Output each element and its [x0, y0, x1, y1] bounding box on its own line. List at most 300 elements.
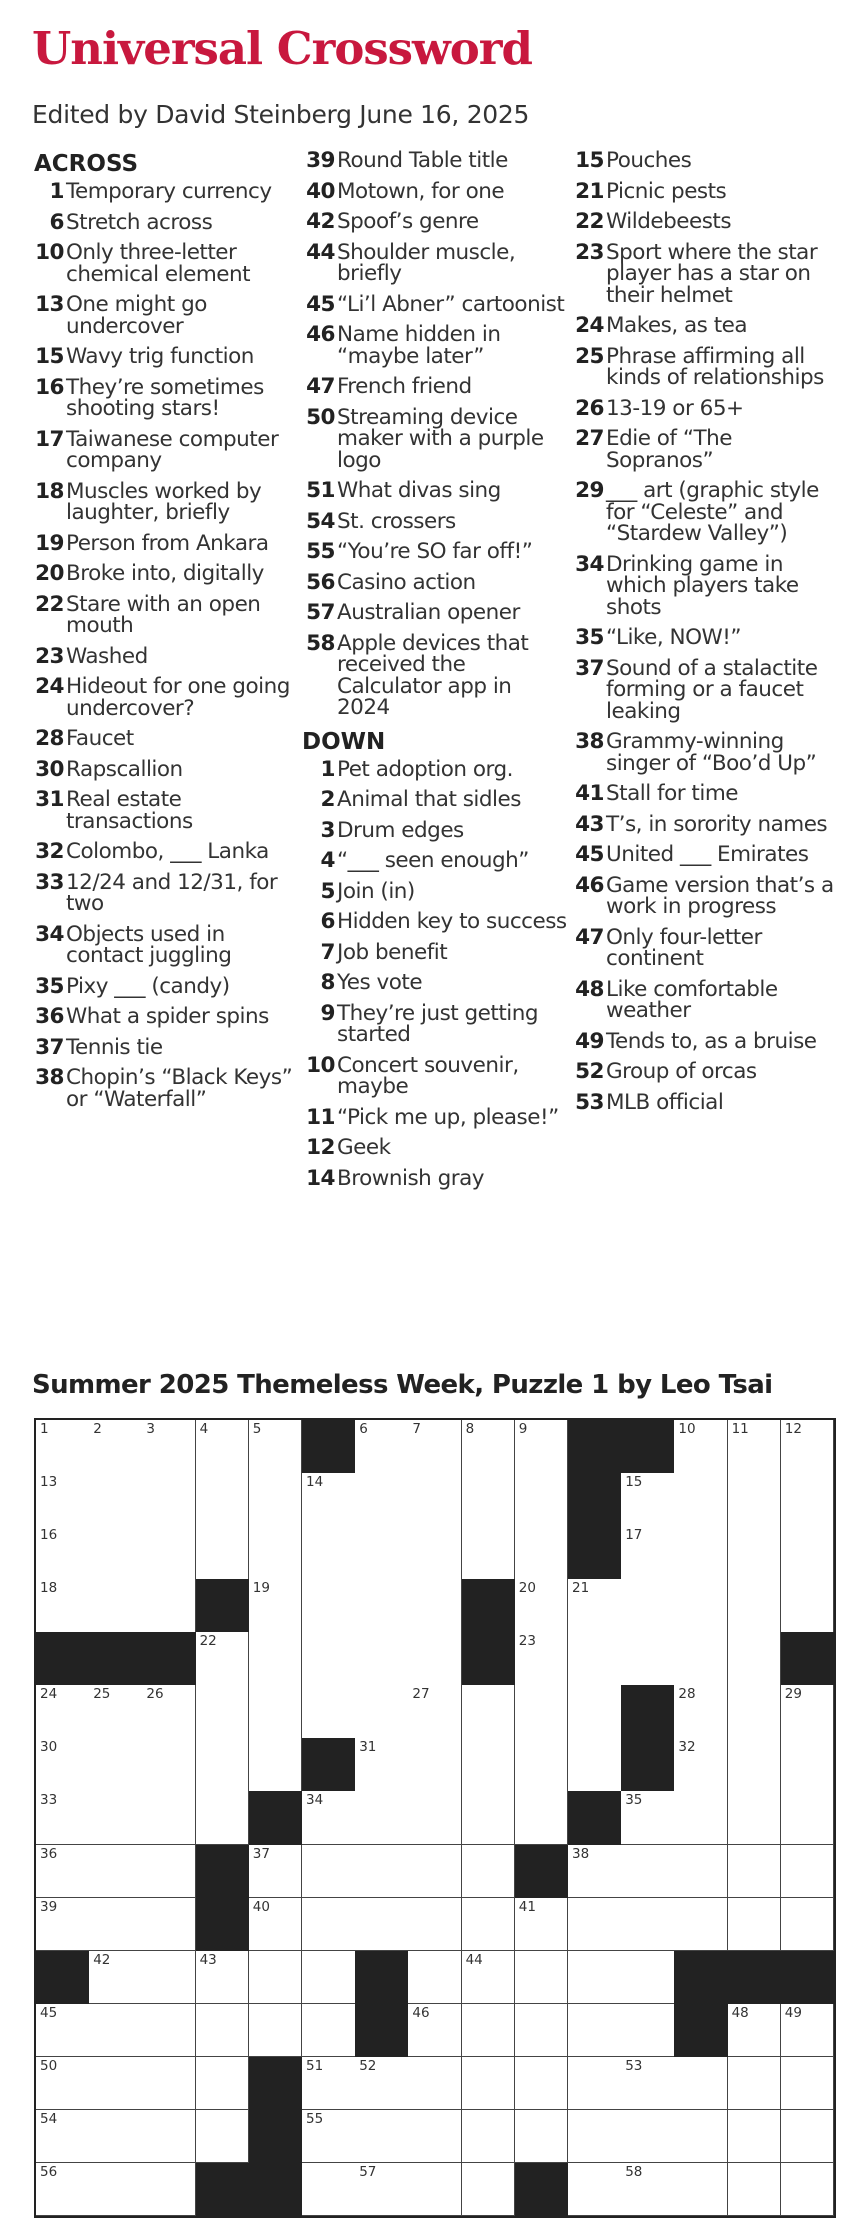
grid-cell[interactable]: [142, 1420, 196, 1474]
grid-cell[interactable]: [355, 1526, 409, 1580]
grid-cell[interactable]: [249, 1420, 303, 1474]
grid-cell[interactable]: [728, 1420, 782, 1474]
grid-cell[interactable]: [89, 2004, 143, 2058]
grid-cell[interactable]: [355, 1420, 409, 1474]
grid-cell[interactable]: [728, 1473, 782, 1527]
grid-cell[interactable]: [728, 2163, 782, 2217]
grid-cell[interactable]: [302, 1791, 356, 1845]
grid-cell[interactable]: [515, 1579, 569, 1633]
grid-cell[interactable]: [408, 1898, 462, 1952]
across-clue[interactable]: [302, 150, 567, 172]
grid-cell[interactable]: [196, 1791, 250, 1845]
grid-cell[interactable]: [142, 2057, 196, 2111]
down-clue[interactable]: [302, 878, 567, 904]
across-clue[interactable]: [34, 591, 299, 638]
down-clue[interactable]: [571, 811, 836, 837]
grid-cell[interactable]: [515, 1526, 569, 1580]
grid-cell[interactable]: [621, 2057, 675, 2111]
across-clue[interactable]: [34, 1006, 299, 1028]
grid-cell[interactable]: [36, 1473, 90, 1527]
clue-number: 40: [306, 178, 335, 204]
down-clue[interactable]: [302, 1165, 567, 1191]
grid-cell[interactable]: [249, 1473, 303, 1527]
grid-cell[interactable]: [249, 1898, 303, 1952]
grid-cell[interactable]: [621, 1791, 675, 1845]
grid-cell[interactable]: [674, 1473, 728, 1527]
across-clue[interactable]: [34, 563, 299, 585]
grid-cell[interactable]: [781, 1526, 835, 1580]
grid-cell[interactable]: [515, 2057, 569, 2111]
across-clue[interactable]: [302, 239, 567, 286]
clue-text: Animal that sidles: [337, 787, 521, 812]
grid-cell[interactable]: [462, 1898, 516, 1952]
clue-text: Join (in): [337, 878, 415, 904]
grid-cell[interactable]: [568, 2057, 622, 2111]
across-clue[interactable]: [302, 602, 567, 624]
grid-cell[interactable]: [408, 1420, 462, 1474]
grid-cell[interactable]: [728, 1738, 782, 1792]
cell-number: 9: [518, 1421, 528, 1437]
across-clue[interactable]: [34, 426, 299, 473]
grid-cell[interactable]: [568, 2004, 622, 2058]
across-clue[interactable]: [34, 1034, 299, 1060]
grid-cell[interactable]: [89, 1685, 143, 1739]
down-clue[interactable]: [571, 551, 836, 620]
grid-cell[interactable]: [408, 1473, 462, 1527]
grid-cell[interactable]: [462, 2057, 516, 2111]
grid-cell[interactable]: [674, 2163, 728, 2217]
down-clue[interactable]: [571, 1061, 836, 1083]
down-clue[interactable]: [571, 480, 836, 545]
clue-text: Chopin’s “Black Keys” or “Waterfall”: [66, 1065, 293, 1112]
grid-cell[interactable]: [36, 2163, 90, 2217]
down-clue[interactable]: [571, 655, 836, 724]
grid-cell[interactable]: [462, 1951, 516, 2005]
grid-cell[interactable]: [249, 1951, 303, 2005]
grid-cell[interactable]: [302, 2057, 356, 2111]
across-clue[interactable]: [302, 291, 567, 317]
grid-cell[interactable]: [142, 2110, 196, 2164]
grid-cell[interactable]: [89, 1579, 143, 1633]
across-clue[interactable]: [34, 209, 299, 235]
grid-cell[interactable]: [781, 2004, 835, 2058]
grid-cell[interactable]: [462, 2004, 516, 2058]
grid-cell[interactable]: [621, 2110, 675, 2164]
down-clue[interactable]: [571, 395, 836, 421]
grid-cell[interactable]: [302, 1845, 356, 1899]
grid-cell[interactable]: [568, 1632, 622, 1686]
grid-cell[interactable]: [196, 2004, 250, 2058]
down-clue[interactable]: [571, 315, 836, 337]
across-clue[interactable]: [302, 541, 567, 563]
grid-cell[interactable]: [249, 1685, 303, 1739]
grid-cell[interactable]: [728, 1632, 782, 1686]
grid-cell[interactable]: [196, 1526, 250, 1580]
across-clue[interactable]: [34, 756, 299, 782]
grid-cell[interactable]: [728, 1579, 782, 1633]
grid-cell[interactable]: [302, 1951, 356, 2005]
grid-cell[interactable]: [462, 1738, 516, 1792]
grid-cell[interactable]: [36, 1791, 90, 1845]
grid-cell[interactable]: [355, 1791, 409, 1845]
down-clue[interactable]: [302, 1137, 567, 1159]
grid-cell[interactable]: [355, 1685, 409, 1739]
grid-cell[interactable]: [36, 2004, 90, 2058]
grid-block: [462, 1579, 516, 1633]
grid-cell[interactable]: [781, 2110, 835, 2164]
across-clue[interactable]: [302, 178, 567, 204]
across-clue[interactable]: [302, 324, 567, 367]
clue-number: 41: [575, 781, 604, 806]
down-clue[interactable]: [571, 239, 836, 308]
clue-text: Stretch across: [66, 209, 213, 235]
grid-cell[interactable]: [568, 1898, 622, 1952]
grid-cell[interactable]: [196, 1685, 250, 1739]
grid-cell[interactable]: [249, 1738, 303, 1792]
across-clue[interactable]: [34, 242, 299, 285]
grid-cell[interactable]: [408, 1845, 462, 1899]
down-clue[interactable]: [571, 627, 836, 649]
grid-cell[interactable]: [355, 1632, 409, 1686]
grid-cell[interactable]: [142, 1738, 196, 1792]
grid-cell[interactable]: [249, 1845, 303, 1899]
across-clue[interactable]: [34, 676, 299, 719]
grid-cell[interactable]: [36, 1526, 90, 1580]
grid-cell[interactable]: [674, 1420, 728, 1474]
grid-cell[interactable]: [302, 1685, 356, 1739]
grid-cell[interactable]: [621, 1845, 675, 1899]
grid-cell[interactable]: [36, 1685, 90, 1739]
grid-cell[interactable]: [355, 2110, 409, 2164]
grid-cell[interactable]: [89, 2163, 143, 2217]
clue-text: Real estate transactions: [66, 787, 193, 834]
grid-cell[interactable]: [515, 2004, 569, 2058]
across-clue[interactable]: [34, 346, 299, 368]
grid-cell[interactable]: [408, 1632, 462, 1686]
grid-cell[interactable]: [621, 2163, 675, 2217]
grid-cell[interactable]: [408, 1951, 462, 2005]
down-clue[interactable]: [302, 850, 567, 872]
clue-number: 31: [35, 787, 64, 812]
grid-cell[interactable]: [515, 1791, 569, 1845]
grid-cell[interactable]: [674, 1526, 728, 1580]
grid-cell[interactable]: [728, 2057, 782, 2111]
grid-cell[interactable]: [142, 1473, 196, 1527]
grid-cell[interactable]: [781, 1579, 835, 1633]
grid-cell[interactable]: [674, 1685, 728, 1739]
clue-number: 32: [35, 839, 64, 864]
down-clue[interactable]: [571, 428, 836, 471]
grid-cell[interactable]: [196, 1473, 250, 1527]
grid-cell[interactable]: [568, 2163, 622, 2217]
grid-cell[interactable]: [89, 1845, 143, 1899]
across-clue[interactable]: [34, 869, 299, 916]
grid-cell[interactable]: [196, 2110, 250, 2164]
across-clue[interactable]: [302, 508, 567, 534]
grid-cell[interactable]: [196, 1738, 250, 1792]
grid-cell[interactable]: [249, 2004, 303, 2058]
clue-text: “___ seen enough”: [337, 848, 529, 873]
down-clue[interactable]: [571, 844, 836, 866]
grid-cell[interactable]: [674, 1898, 728, 1952]
grid-cell[interactable]: [142, 2163, 196, 2217]
grid-cell[interactable]: [462, 2163, 516, 2217]
grid-cell[interactable]: [781, 1738, 835, 1792]
grid-cell[interactable]: [89, 1473, 143, 1527]
grid-cell[interactable]: [728, 1845, 782, 1899]
grid-cell[interactable]: [781, 1685, 835, 1739]
grid-cell[interactable]: [89, 1738, 143, 1792]
grid-cell[interactable]: [142, 2004, 196, 2058]
grid-cell[interactable]: [142, 1579, 196, 1633]
down-clue[interactable]: [302, 1000, 567, 1047]
grid-cell[interactable]: [728, 2004, 782, 2058]
cell-number: 10: [678, 1421, 696, 1437]
grid-cell[interactable]: [408, 1791, 462, 1845]
grid-cell[interactable]: [621, 1579, 675, 1633]
grid-cell[interactable]: [621, 1473, 675, 1527]
grid-cell[interactable]: [355, 1738, 409, 1792]
grid-cell[interactable]: [408, 2004, 462, 2058]
down-clue[interactable]: [571, 1028, 836, 1054]
across-clue[interactable]: [34, 1067, 299, 1110]
grid-cell[interactable]: [142, 1845, 196, 1899]
clue-text: ___ art (graphic style for “Celeste” and “Stardew Valley”): [606, 478, 819, 546]
grid-cell[interactable]: [36, 2057, 90, 2111]
grid-cell[interactable]: [408, 1579, 462, 1633]
grid-cell[interactable]: [568, 2110, 622, 2164]
grid-cell[interactable]: [515, 1632, 569, 1686]
grid-cell[interactable]: [89, 1526, 143, 1580]
clue-text: “Like, NOW!”: [606, 625, 742, 650]
clue-number: 29: [575, 478, 604, 503]
grid-cell[interactable]: [728, 2110, 782, 2164]
grid-cell[interactable]: [674, 1791, 728, 1845]
grid-cell[interactable]: [462, 1420, 516, 1474]
grid-cell[interactable]: [355, 2057, 409, 2111]
across-clue[interactable]: [302, 376, 567, 398]
across-clue[interactable]: [302, 404, 567, 473]
grid-cell[interactable]: [142, 1951, 196, 2005]
grid-cell[interactable]: [408, 2057, 462, 2111]
grid-cell[interactable]: [408, 1738, 462, 1792]
grid-cell[interactable]: [89, 2110, 143, 2164]
grid-cell[interactable]: [462, 1526, 516, 1580]
grid-cell[interactable]: [142, 1898, 196, 1952]
across-clue[interactable]: [34, 530, 299, 556]
grid-cell[interactable]: [302, 2004, 356, 2058]
grid-cell[interactable]: [302, 1526, 356, 1580]
down-clue[interactable]: [302, 911, 567, 933]
down-clue[interactable]: [302, 972, 567, 994]
grid-cell[interactable]: [89, 2057, 143, 2111]
grid-cell[interactable]: [196, 1420, 250, 1474]
grid-cell[interactable]: [355, 2163, 409, 2217]
grid-cell[interactable]: [89, 1951, 143, 2005]
grid-cell[interactable]: [196, 1951, 250, 2005]
grid-cell[interactable]: [36, 1845, 90, 1899]
grid-cell[interactable]: [728, 1526, 782, 1580]
grid-cell[interactable]: [36, 1579, 90, 1633]
grid-cell[interactable]: [89, 1898, 143, 1952]
across-clue[interactable]: [34, 921, 299, 968]
grid-cell[interactable]: [355, 1898, 409, 1952]
grid-cell[interactable]: [621, 1898, 675, 1952]
down-clue[interactable]: [571, 924, 836, 971]
grid-cell[interactable]: [568, 1579, 622, 1633]
grid-cell[interactable]: [36, 1738, 90, 1792]
clue-text: Name hidden in “maybe later”: [337, 322, 501, 369]
grid-cell[interactable]: [515, 1898, 569, 1952]
grid-cell[interactable]: [728, 1898, 782, 1952]
clue-number: 15: [575, 148, 604, 173]
grid-cell[interactable]: [142, 1791, 196, 1845]
across-clue[interactable]: [34, 181, 299, 203]
down-clue[interactable]: [571, 150, 836, 172]
grid-cell[interactable]: [515, 1473, 569, 1527]
grid-cell[interactable]: [302, 1632, 356, 1686]
grid-cell[interactable]: [781, 1898, 835, 1952]
cell-number: 36: [40, 1845, 58, 1862]
across-clue[interactable]: [34, 643, 299, 669]
clue-number: 23: [35, 643, 64, 669]
down-clue[interactable]: [571, 731, 836, 774]
grid-cell[interactable]: [568, 1951, 622, 2005]
grid-cell[interactable]: [302, 1473, 356, 1527]
across-clue[interactable]: [302, 480, 567, 502]
across-clue[interactable]: [34, 841, 299, 863]
grid-cell[interactable]: [621, 1526, 675, 1580]
grid-cell[interactable]: [462, 1685, 516, 1739]
down-clue[interactable]: [571, 343, 836, 390]
grid-cell[interactable]: [674, 1738, 728, 1792]
grid-cell[interactable]: [462, 1845, 516, 1899]
across-clue[interactable]: [34, 294, 299, 337]
grid-cell[interactable]: [196, 1632, 250, 1686]
clue-number: 7: [320, 939, 335, 965]
clue-text: United ___ Emirates: [606, 842, 809, 867]
clue-text: Colombo, ___ Lanka: [66, 839, 269, 864]
across-clue[interactable]: [34, 478, 299, 525]
grid-cell[interactable]: [781, 1845, 835, 1899]
grid-cell[interactable]: [355, 1473, 409, 1527]
grid-cell[interactable]: [568, 1845, 622, 1899]
clue-text: Group of orcas: [606, 1059, 757, 1084]
down-clue[interactable]: [302, 939, 567, 965]
grid-cell[interactable]: [249, 1579, 303, 1633]
grid-cell[interactable]: [249, 1526, 303, 1580]
grid-cell[interactable]: [781, 1791, 835, 1845]
grid-cell[interactable]: [302, 2163, 356, 2217]
across-clue[interactable]: [302, 630, 567, 720]
grid-cell[interactable]: [408, 2163, 462, 2217]
clue-text: Apple devices that received the Calculator app in 2024: [337, 630, 529, 720]
cell-number: 22: [199, 1633, 217, 1650]
grid-cell[interactable]: [674, 2110, 728, 2164]
clue-column-3: [571, 150, 836, 1122]
down-clue[interactable]: [571, 211, 836, 233]
grid-cell[interactable]: [674, 1845, 728, 1899]
down-clue[interactable]: [571, 1089, 836, 1115]
clue-text: Tends to, as a bruise: [606, 1028, 817, 1054]
down-clue[interactable]: [302, 817, 567, 843]
cell-number: 4: [199, 1421, 209, 1437]
grid-cell[interactable]: [142, 1685, 196, 1739]
grid-cell[interactable]: [781, 1473, 835, 1527]
cell-number: 52: [359, 2057, 377, 2074]
cell-number: 43: [199, 1951, 217, 1968]
grid-cell[interactable]: [408, 2110, 462, 2164]
clue-number: 37: [35, 1034, 64, 1060]
grid-cell[interactable]: [36, 2110, 90, 2164]
grid-cell[interactable]: [568, 1685, 622, 1739]
grid-cell[interactable]: [355, 1845, 409, 1899]
grid-cell[interactable]: [36, 1420, 90, 1474]
grid-cell[interactable]: [621, 2004, 675, 2058]
grid-cell[interactable]: [36, 1898, 90, 1952]
across-clue[interactable]: [34, 374, 299, 421]
grid-cell[interactable]: [408, 1685, 462, 1739]
grid-cell[interactable]: [515, 2110, 569, 2164]
down-clue[interactable]: [571, 178, 836, 204]
grid-cell[interactable]: [89, 1420, 143, 1474]
grid-cell[interactable]: [515, 1738, 569, 1792]
grid-cell[interactable]: [142, 1526, 196, 1580]
across-clue[interactable]: [302, 569, 567, 595]
grid-cell[interactable]: [515, 1420, 569, 1474]
grid-cell[interactable]: [781, 2057, 835, 2111]
down-clue[interactable]: [571, 783, 836, 805]
grid-cell[interactable]: [674, 2057, 728, 2111]
grid-cell[interactable]: [408, 1526, 462, 1580]
across-clue[interactable]: [34, 973, 299, 999]
grid-cell[interactable]: [621, 1951, 675, 2005]
grid-cell[interactable]: [462, 2110, 516, 2164]
across-clue[interactable]: [34, 728, 299, 750]
down-clue[interactable]: [302, 1052, 567, 1099]
down-clue[interactable]: [302, 756, 567, 782]
grid-cell[interactable]: [728, 1685, 782, 1739]
grid-cell[interactable]: [674, 1579, 728, 1633]
grid-cell[interactable]: [568, 1738, 622, 1792]
grid-cell[interactable]: [89, 1791, 143, 1845]
grid-cell[interactable]: [781, 1420, 835, 1474]
grid-cell[interactable]: [302, 1898, 356, 1952]
grid-cell[interactable]: [462, 1473, 516, 1527]
cell-number: 16: [40, 1527, 58, 1544]
across-clue[interactable]: [302, 211, 567, 233]
grid-cell[interactable]: [355, 1579, 409, 1633]
grid-cell[interactable]: [515, 1951, 569, 2005]
grid-cell[interactable]: [302, 2110, 356, 2164]
across-clue[interactable]: [34, 789, 299, 832]
down-clue[interactable]: [571, 872, 836, 919]
clue-number: 50: [306, 404, 335, 430]
grid-cell[interactable]: [515, 1685, 569, 1739]
down-clue[interactable]: [302, 789, 567, 811]
grid-cell[interactable]: [302, 1579, 356, 1633]
down-clue[interactable]: [302, 1104, 567, 1130]
clue-text: Concert souvenir, maybe: [337, 1052, 519, 1099]
grid-cell[interactable]: [621, 1632, 675, 1686]
grid-cell[interactable]: [674, 1632, 728, 1686]
down-clue[interactable]: [571, 976, 836, 1023]
grid-cell[interactable]: [781, 2163, 835, 2217]
grid-cell[interactable]: [196, 2057, 250, 2111]
grid-cell[interactable]: [249, 1632, 303, 1686]
grid-cell[interactable]: [728, 1791, 782, 1845]
grid-cell[interactable]: [462, 1791, 516, 1845]
